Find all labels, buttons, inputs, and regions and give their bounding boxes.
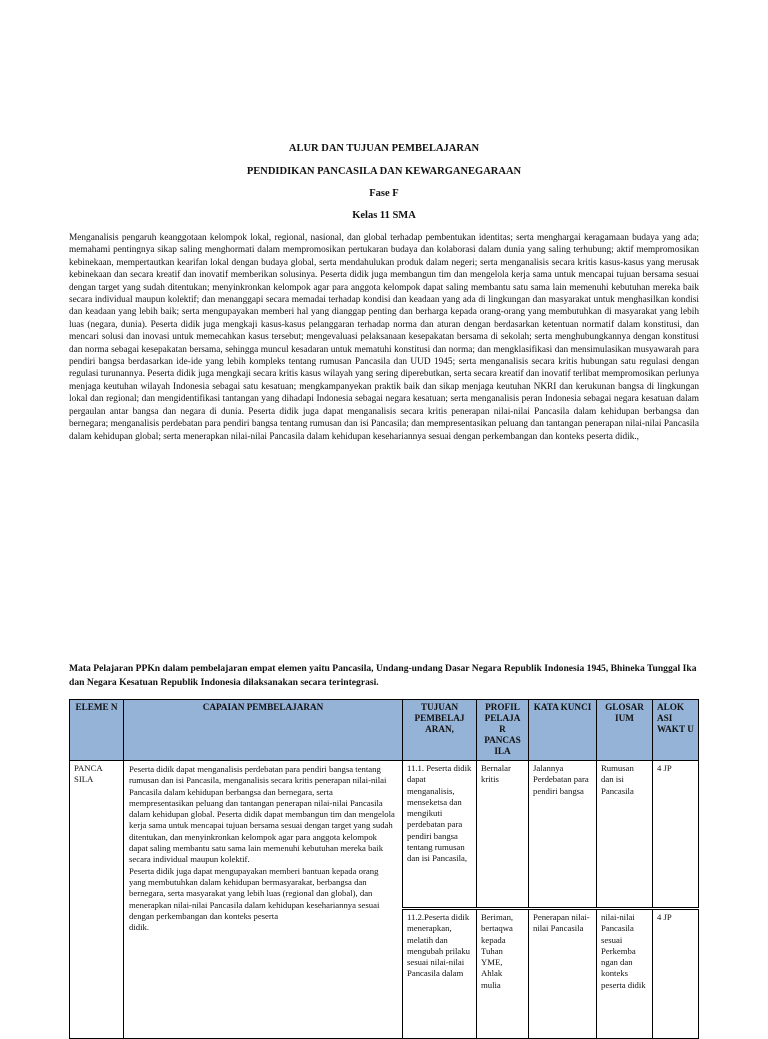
cell-profil: Beriman, bertaqwa kepada Tuhan YME, Ahlak mulia	[477, 909, 529, 1039]
phase-title: Fase F	[369, 188, 399, 199]
table-row	[70, 761, 699, 909]
subject-title: PENDIDIKAN PANCASILA DAN KEWARGANEGARAAN	[246, 166, 522, 177]
document-title: ALUR DAN TUJUAN PEMBELAJARAN	[288, 143, 480, 154]
cell-glosarium: Rumusan dan isi Pancasila	[597, 761, 653, 909]
cell-elemen: PANCA SILA	[70, 761, 124, 1039]
header-elemen: ELEME N	[70, 700, 124, 761]
learning-outcome-table	[69, 699, 699, 1039]
cell-capaian: Peserta didik dapat menganalisis perdebatan para pendiri bangsa tentang rumusan dan isi Pancasila, menganalisis secara kritis penerapan nilai-nilai Pancasila dalam kehidupan berbangsa dan bernegara, serta mempresentasikan peluang dan tantangan penerapan nilai-nilai Pancasila dalam kehidupan global. Peserta didik dapat membangun tim dan mengelola kerja sama untuk mencapai tujuan bersama sesuai dengan target yang sudah ditentukan, dan menyinkronkan kelompok agar para anggota kelompok dapat saling membantu satu sama lain memenuhi kebutuhan mereka baik secara individual maupun kolektif. Peserta didik juga dapat mengupayakan memberi bantuan kepada orang yang membutuhkan dalam kehidupan bermasyarakat, berbangsa dan bernegara, serta masyarakat yang lebih luas (regional dan global), dan menerapkan nilai-nilai Pancasila dalam kehidupan kesehariannya sesuai dengan perkembangan dan konteks peserta didik.	[124, 761, 403, 1039]
header-glosarium: GLOSAR IUM	[597, 700, 653, 761]
lead-paragraph: Mata Pelajaran PPKn dalam pembelajaran empat elemen yaitu Pancasila, Undang-undang Dasar Negara Republik Indonesia 1945, Bhineka Tunggal Ika dan Negara Kesatuan Republik Indonesia dilaksanakan secara terintegrasi.	[69, 663, 697, 688]
header-tujuan: TUJUAN PEMBELAJ ARAN,	[403, 700, 477, 761]
cell-profil: Bernalar kritis	[477, 761, 529, 909]
intro-paragraph: Menganalisis pengaruh keanggotaan kelompok lokal, regional, nasional, dan global terhadap pembentukan identitas; serta menghargai keragamaan budaya yang ada; memahami pentingnya sikap saling menghormati dalam mempromosikan pertukaran budaya dan kolaborasi dalam dunia yang saling terhubung; aktif mempromosikan kebinekaan, mempertautkan kearifan lokal dengan budaya global, serta mendahulukan produk dalam negeri; serta menganalisis secara kritis kasus-kasus yang merusak kebinekaan dan secara kreatif dan inovatif memberikan solusinya. Peserta didik juga membangun tim dan mengelola kerja sama untuk mencapai tujuan bersama sesuai dengan target yang sudah ditentukan; menyinkronkan kelompok agar para anggota kelompok dapat saling membantu satu sama lain memenuhi kebutuhan mereka baik secara individual maupun kolektif; dan menanggapi secara memadai terhadap kondisi dan keadaan yang ada di lingkungan dan masyarakat untuk menghasilkan kondisi dan keadaan yang lebih baik; serta mengupayakan memberi hal yang dianggap penting dan berharga kepada orang-orang yang membutuhkan di masyarakat yang lebih luas (negara, dunia). Peserta didik juga mengkaji kasus-kasus pelanggaran terhadap norma dan aturan dengan berdasarkan ketentuan normatif dalam konstitusi, dan mencari solusi dan inovasi untuk memecahkan kasus tersebut; mengevaluasi pelaksanaan kesepakatan bersama di sekolah; serta menghubungkannya dengan konstitusi dan norma sebagai kesepakatan bersama, sehingga muncul kesadaran untuk mematuhi konstitusi dan norma; dan mengklasifikasi dan mensimulasikan musyawarah para pendiri bangsa berdasarkan ide-ide yang lebih kompleks tentang rumusan Pancasila dan UUD 1945; serta menganalisis secara kritis hubungan satu regulasi dengan regulasi turunannya. Peserta didik juga mengkaji secara kritis kasus wilayah yang sering diperebutkan, serta secara kreatif dan inovatif terlibat mempromosikan perlunya menjaga keutuhan wilayah Indonesia sebagai satu kesatuan; mengkampanyekan praktik baik dan sikap menjaga keutuhan NKRI dan kerukunan bangsa di lingkungan lokal dan regional; dan mengidentifikasi tantangan yang dihadapi Indonesia sebagai negara kesatuan; serta menganalisis peran Indonesia sebagai negara kesatuan dalam pergaulan antar bangsa dan negara di dunia. Peserta didik juga dapat menganalisis secara kritis penerapan nilai-nilai Pancasila dalam kehidupan berbangsa dan bernegara; menganalisis perdebatan para pendiri bangsa tentang rumusan dan isi Pancasila; dan mempresentasikan peluang dan tantangan penerapan nilai-nilai Pancasila dalam kehidupan global; serta menerapkan nilai-nilai Pancasila dalam kehidupan kesehariannya sesuai dengan perkembangan dan konteks peserta didik.,	[69, 233, 699, 442]
cell-alokasi: 4 JP	[653, 909, 699, 1039]
header-profil: PROFIL PELAJA R PANCAS ILA	[477, 700, 529, 761]
cell-tujuan: 11.1. Peserta didik dapat menganalisis, menseketsa dan mengikuti perdebatan para pendiri bangsa tentang rumusan dan isi Pancasila,	[403, 761, 477, 909]
cell-kata-kunci: Jalannya Perdebatan para pendiri bangsa	[529, 761, 597, 909]
cell-alokasi: 4 JP	[653, 761, 699, 909]
class-title: Kelas 11 SMA	[352, 210, 416, 221]
cell-kata-kunci: Penerapan nilai-nilai Pancasila	[529, 909, 597, 1039]
cell-tujuan: 11.2.Peserta didik menerapkan, melatih dan mengubah prilaku sesuai nilai-nilai Pancasila dalam	[403, 909, 477, 1039]
cell-glosarium: nilai-nilai Pancasila sesuai Perkemba ngan dan konteks peserta didik	[597, 909, 653, 1039]
header-alokasi: ALOK ASI WAKT U	[653, 700, 699, 761]
table-header-row	[70, 700, 699, 761]
header-capaian: CAPAIAN PEMBELAJARAN	[124, 700, 403, 761]
header-kata-kunci: KATA KUNCI	[529, 700, 597, 761]
